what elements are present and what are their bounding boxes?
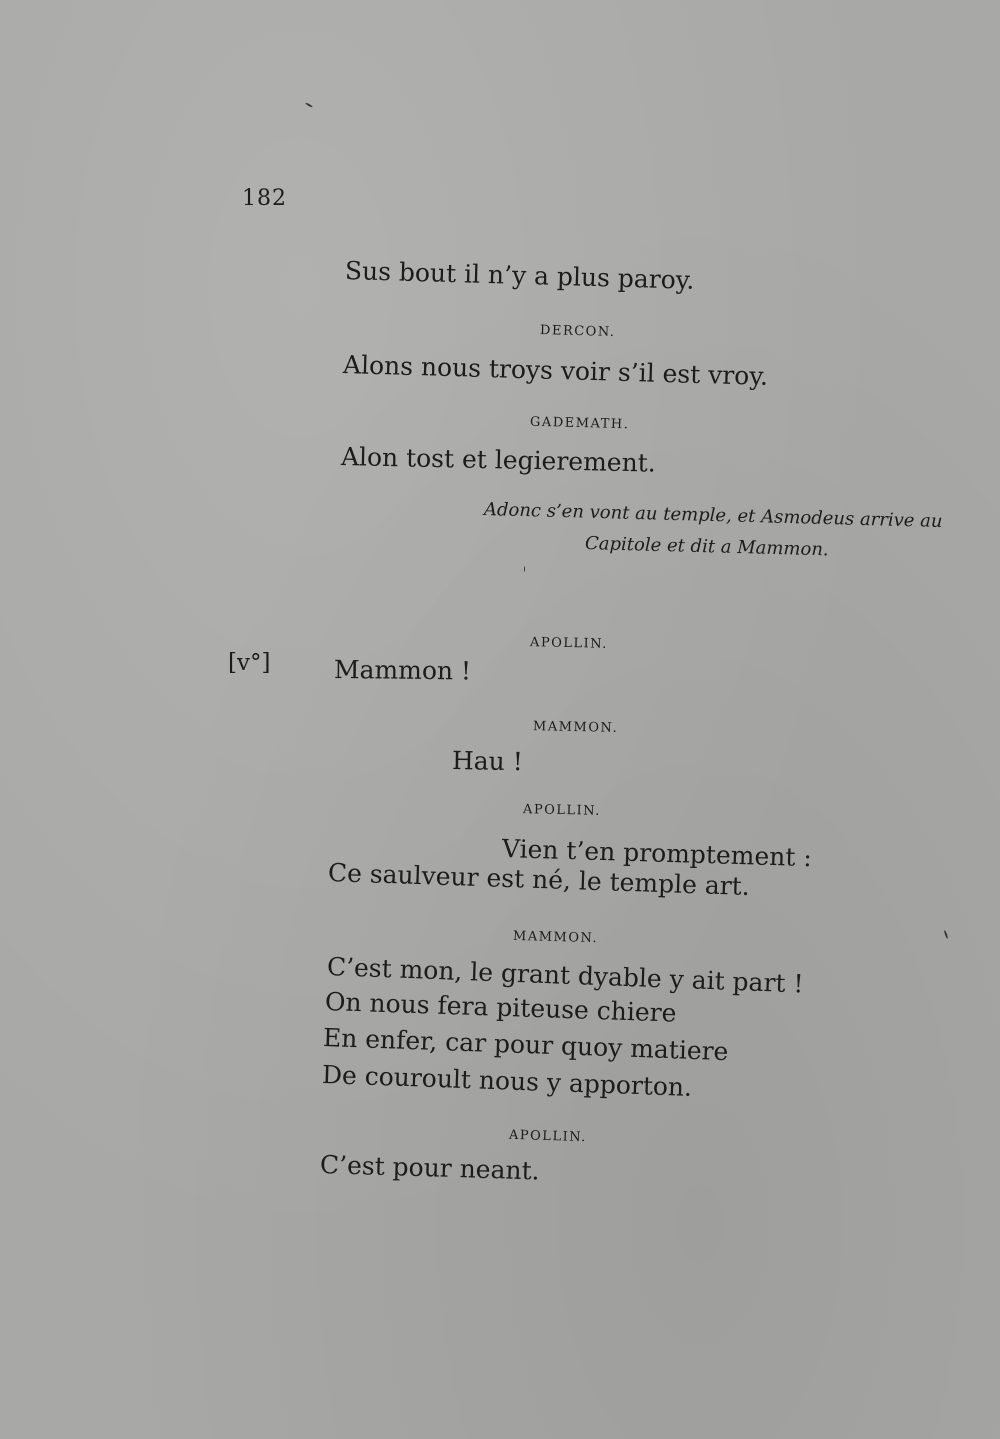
speaker-heading-gademath: GADEMATH. <box>529 414 630 433</box>
page-number: 182 <box>242 186 287 211</box>
verse-line: Alon tost et legierement. <box>340 442 657 478</box>
paper-speck <box>524 566 525 572</box>
speaker-heading-mammon: MAMMON. <box>532 719 619 736</box>
verse-line: C’est pour neant. <box>319 1150 541 1186</box>
verse-line: De couroult nous y apporton. <box>321 1060 693 1102</box>
verse-line: En enfer, car pour quoy matiere <box>322 1023 729 1067</box>
speaker-heading-apollin: APOLLIN. <box>529 635 609 652</box>
margin-folio-note: [v°] <box>228 650 271 676</box>
paper-speck <box>944 930 949 939</box>
stage-direction-line: Adonc s’en vont au temple, et Asmodeus arrive au <box>483 499 943 533</box>
verse-line: Hau ! <box>451 746 524 777</box>
verse-line: Vien t’en promptement : <box>501 834 813 873</box>
verse-line: C’est mon, le grant dyable y ait part ! <box>326 952 805 999</box>
paper-speck <box>305 102 313 108</box>
verse-line: Mammon ! <box>333 655 472 686</box>
verse-line: Ce saulveur est né, le temple art. <box>327 858 751 901</box>
speaker-heading-mammon: MAMMON. <box>512 928 599 947</box>
speaker-heading-apollin: APOLLIN. <box>508 1127 588 1146</box>
verse-line: Alons nous troys voir s’il est vroy. <box>342 350 769 391</box>
verse-line: On nous fera piteuse chiere <box>324 987 677 1028</box>
speaker-heading-dercon: DERCON. <box>539 323 616 340</box>
verse-line: Sus bout il n’y a plus paroy. <box>344 256 695 295</box>
speaker-heading-apollin: APOLLIN. <box>522 802 602 819</box>
stage-direction-line: Capitole et dit a Mammon. <box>584 533 829 561</box>
